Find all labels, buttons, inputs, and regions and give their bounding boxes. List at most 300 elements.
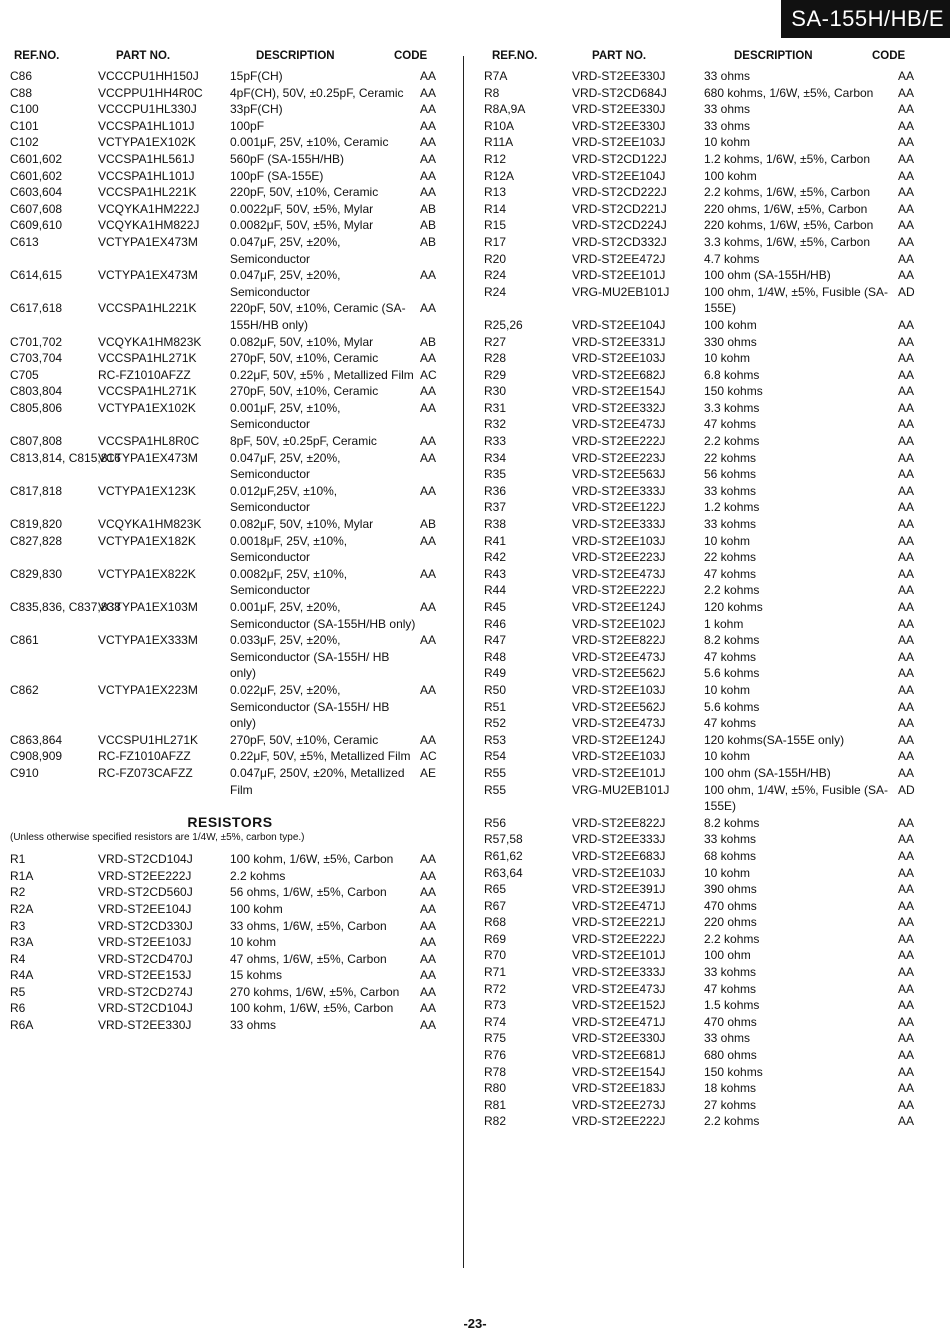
cell-part: VCCSPA1HL221K	[98, 185, 197, 200]
table-row	[10, 984, 450, 1001]
cell-description: 0.0082μF, 25V, ±10%, Semiconductor	[230, 566, 348, 598]
cell-description: 8pF, 50V, ±0.25pF, Ceramic	[230, 434, 377, 449]
cell-code: AA	[898, 633, 915, 648]
cell-description: 680 ohms	[704, 1048, 757, 1063]
cell-part: VRD-ST2EE682J	[572, 367, 666, 382]
cell-part: VCCPPU1HH4R0C	[98, 85, 203, 100]
table-row	[10, 1000, 450, 1017]
cell-code: AA	[898, 1114, 915, 1129]
cell-part: VRD-ST2EE103J	[572, 351, 666, 366]
table-row	[484, 898, 924, 915]
cell-description: 100 kohm, 1/6W, ±5%, Carbon	[230, 1001, 394, 1016]
cell-ref: R12	[484, 151, 507, 166]
table-row	[484, 151, 924, 168]
table-row	[10, 68, 450, 85]
cell-code: AA	[898, 1081, 915, 1096]
cell-ref: R27	[484, 334, 507, 349]
cell-code: AB	[420, 334, 437, 349]
cell-ref: R70	[484, 948, 507, 963]
cell-description: 22 kohms	[704, 450, 757, 465]
cell-part: VRD-ST2EE473J	[572, 417, 666, 432]
header-description: DESCRIPTION	[734, 50, 813, 62]
cell-part: VRD-ST2EE223J	[572, 550, 666, 565]
cell-code: AA	[420, 151, 437, 166]
cell-description: 0.082μF, 50V, ±10%, Mylar	[230, 517, 374, 532]
table-row	[10, 400, 450, 433]
cell-part: VRD-ST2EE104J	[98, 901, 192, 916]
cell-ref: R82	[484, 1114, 507, 1129]
cell-part: RC-FZ1010AFZZ	[98, 367, 191, 382]
cell-part: VCTYPA1EX822K	[98, 566, 196, 581]
cell-ref: R10A	[484, 118, 515, 133]
cell-code: AB	[420, 517, 437, 532]
table-row	[484, 499, 924, 516]
cell-part: VCCSPA1HL221K	[98, 301, 197, 316]
cell-description: 1 kohm	[704, 616, 744, 631]
cell-ref: R1	[10, 852, 26, 867]
cell-part: VRD-ST2EE103J	[572, 135, 666, 150]
table-row	[10, 151, 450, 168]
table-row	[484, 201, 924, 218]
cell-part: VRD-ST2EE472J	[572, 251, 666, 266]
cell-part: VRD-ST2EE331J	[572, 334, 666, 349]
cell-code: AA	[898, 1048, 915, 1063]
cell-description: 33 ohms	[704, 102, 751, 117]
cell-part: VRD-ST2EE102J	[572, 616, 666, 631]
cell-code: AA	[420, 168, 437, 183]
cell-code: AA	[420, 185, 437, 200]
cell-code: AA	[420, 901, 437, 916]
cell-description: 22 kohms	[704, 550, 757, 565]
table-row	[484, 682, 924, 699]
table-row	[484, 101, 924, 118]
cell-ref: R25,26	[484, 317, 523, 332]
table-row	[484, 831, 924, 848]
cell-ref: R42	[484, 550, 507, 565]
cell-code: AA	[420, 682, 437, 697]
cell-ref: R2	[10, 885, 26, 900]
cell-code: AA	[898, 716, 915, 731]
left-column	[10, 44, 450, 1034]
cell-description: 390 ohms	[704, 882, 757, 897]
cell-description: 10 kohm	[230, 935, 277, 950]
cell-part: VRD-ST2EE103J	[572, 682, 666, 697]
table-row	[484, 367, 924, 384]
cell-description: 100 ohm (SA-155H/HB)	[704, 765, 831, 780]
table-row	[10, 217, 450, 234]
cell-code: AC	[420, 367, 437, 382]
table-row	[484, 599, 924, 616]
cell-code: AA	[898, 417, 915, 432]
cell-description: 0.22μF, 50V, ±5% , Metallized Film	[230, 367, 414, 382]
table-row	[484, 416, 924, 433]
table-row	[10, 118, 450, 135]
cell-code: AA	[898, 367, 915, 382]
cell-part: VCTYPA1EX103M	[98, 600, 198, 614]
table-row	[484, 516, 924, 533]
cell-code: AA	[898, 981, 915, 996]
table-row	[484, 450, 924, 467]
table-row	[484, 168, 924, 185]
table-row	[484, 632, 924, 649]
cell-part: VRD-ST2EE681J	[572, 1048, 666, 1063]
cell-description: 0.082μF, 50V, ±10%, Mylar	[230, 334, 374, 349]
cell-description: 0.033μF, 25V, ±20%, Semiconductor (SA-155H/ HB only)	[230, 633, 390, 681]
cell-code: AA	[898, 218, 915, 233]
right-column	[484, 44, 924, 1130]
cell-code: AA	[420, 268, 437, 283]
cell-ref: R53	[484, 732, 507, 747]
cell-part: VRD-ST2EE330J	[572, 1031, 666, 1046]
cell-code: AA	[898, 882, 915, 897]
cell-part: VCCSPA1HL8R0C	[98, 434, 200, 449]
cell-ref: R4A	[10, 968, 34, 983]
cell-ref: R45	[484, 600, 507, 614]
cell-part: VRD-ST2CD104J	[98, 852, 193, 867]
cell-part: RC-FZ073CAFZZ	[98, 765, 193, 780]
cell-code: AA	[420, 984, 437, 999]
cell-part: VCQYKA1HM222J	[98, 201, 200, 216]
cell-part: VRD-ST2EE101J	[572, 268, 666, 283]
cell-code: AA	[898, 865, 915, 880]
cell-code: AA	[898, 965, 915, 980]
cell-code: AA	[420, 118, 437, 133]
resistors-note: (Unless otherwise specified resistors are 1/4W, ±5%, carbon type.)	[10, 832, 305, 844]
cell-ref: R12A	[484, 168, 515, 183]
cell-description: 0.047μF, 25V, ±20%, Semiconductor	[230, 268, 341, 299]
model-title: SA-155H/HB/E	[781, 0, 950, 38]
cell-ref: R1A	[10, 868, 34, 883]
cell-description: 0.047μF, 250V, ±20%, Metallized Film	[230, 765, 405, 797]
cell-description: 47 kohms	[704, 566, 757, 581]
cell-part: VRD-ST2EE473J	[572, 716, 666, 731]
cell-code: AA	[898, 517, 915, 532]
cell-code: AA	[420, 935, 437, 950]
cell-part: VRD-ST2EE104J	[572, 317, 666, 332]
cell-description: 150 kohms	[704, 1064, 763, 1079]
cell-description: 47 kohms	[704, 649, 757, 664]
cell-description: 270pF, 50V, ±10%, Ceramic	[230, 384, 379, 399]
cell-ref: R11A	[484, 135, 514, 150]
table-row	[484, 1064, 924, 1081]
cell-part: VRD-ST2EE103J	[572, 749, 666, 764]
table-row	[10, 632, 450, 682]
table-row	[10, 748, 450, 765]
table-row	[484, 665, 924, 682]
cell-code: AA	[898, 682, 915, 697]
cell-ref: R52	[484, 716, 507, 731]
cell-ref: C805,806	[10, 400, 63, 415]
cell-code: AB	[420, 234, 437, 249]
cell-ref: R68	[484, 915, 507, 930]
table-row	[10, 433, 450, 450]
cell-ref: R36	[484, 483, 507, 498]
cell-part: VRD-ST2CD122J	[572, 151, 667, 166]
cell-ref: R7A	[484, 69, 508, 83]
capacitor-list	[10, 68, 450, 798]
table-header	[484, 44, 924, 66]
cell-part: VRD-ST2CD330J	[98, 918, 193, 933]
cell-description: 0.0018μF, 25V, ±10%, Semiconductor	[230, 533, 348, 565]
cell-description: 3.3 kohms	[704, 400, 760, 415]
table-row	[10, 732, 450, 749]
table-row	[10, 184, 450, 201]
table-row	[484, 699, 924, 716]
cell-part: VRD-ST2EE471J	[572, 1014, 666, 1029]
cell-part: VRD-ST2EE222J	[572, 1114, 666, 1129]
cell-ref: C607,608	[10, 201, 63, 216]
cell-code: AA	[898, 69, 915, 83]
cell-description: 0.001μF, 25V, ±10%, Ceramic	[230, 135, 389, 150]
cell-description: 4pF(CH), 50V, ±0.25pF, Ceramic	[230, 85, 404, 100]
cell-part: VRD-ST2CD332J	[572, 234, 667, 249]
cell-code: AC	[420, 749, 437, 764]
table-row	[484, 1030, 924, 1047]
cell-ref: C601,602	[10, 168, 63, 183]
header-ref: REF.NO.	[14, 50, 60, 62]
cell-description: 6.8 kohms	[704, 367, 760, 382]
cell-description: 270pF, 50V, ±10%, Ceramic	[230, 351, 379, 366]
cell-ref: R71	[484, 965, 507, 980]
cell-part: VRD-ST2EE104J	[572, 168, 666, 183]
header-code: CODE	[394, 50, 428, 62]
table-row	[484, 715, 924, 732]
table-row	[10, 918, 450, 935]
cell-code: AA	[898, 317, 915, 332]
cell-code: AA	[420, 533, 437, 548]
cell-ref: C817,818	[10, 483, 63, 498]
table-row	[10, 599, 450, 632]
cell-part: VRD-ST2EE333J	[572, 483, 666, 498]
cell-part: VRD-ST2EE222J	[572, 931, 666, 946]
cell-part: VRD-ST2EE391J	[572, 882, 666, 897]
cell-ref: C601,602	[10, 151, 63, 166]
table-row	[484, 134, 924, 151]
cell-code: AA	[898, 168, 915, 183]
cell-ref: R24	[484, 268, 507, 283]
table-row	[484, 184, 924, 201]
cell-description: 0.001μF, 25V, ±20%, Semiconductor (SA-155H/HB only)	[230, 600, 416, 631]
cell-description: 33 ohms, 1/6W, ±5%, Carbon	[230, 918, 387, 933]
cell-code: AA	[898, 102, 915, 117]
cell-ref: C908,909	[10, 749, 63, 764]
cell-description: 560pF (SA-155H/HB)	[230, 151, 345, 166]
cell-ref: R34	[484, 450, 507, 465]
cell-part: VCTYPA1EX473M	[98, 450, 198, 465]
cell-description: 120 kohms	[704, 600, 763, 614]
cell-ref: C835,836, C837,838	[10, 600, 121, 614]
cell-code: AA	[420, 852, 437, 867]
cell-code: AA	[420, 301, 437, 316]
cell-code: AA	[420, 1001, 437, 1016]
cell-ref: R31	[484, 400, 507, 415]
cell-ref: R3	[10, 918, 26, 933]
cell-description: 2.2 kohms	[704, 931, 760, 946]
cell-description: 0.0082μF, 50V, ±5%, Mylar	[230, 218, 374, 233]
cell-part: RC-FZ1010AFZZ	[98, 749, 191, 764]
table-row	[10, 134, 450, 151]
header-part: PART NO.	[592, 50, 647, 62]
table-row	[10, 765, 450, 798]
cell-code: AA	[898, 351, 915, 366]
table-row	[484, 765, 924, 782]
table-row	[484, 383, 924, 400]
header-description: DESCRIPTION	[256, 50, 335, 62]
cell-code: AA	[898, 483, 915, 498]
cell-part: VRD-ST2EE333J	[572, 517, 666, 532]
cell-code: AA	[898, 500, 915, 515]
cell-part: VRD-ST2EE183J	[572, 1081, 666, 1096]
cell-description: 10 kohm	[704, 749, 751, 764]
cell-ref: R43	[484, 566, 507, 581]
table-row	[484, 964, 924, 981]
table-row	[484, 997, 924, 1014]
cell-code: AA	[898, 699, 915, 714]
cell-code: AA	[898, 434, 915, 449]
cell-description: 47 kohms	[704, 716, 757, 731]
table-row	[10, 201, 450, 218]
table-row	[484, 931, 924, 948]
cell-ref: R72	[484, 981, 507, 996]
table-row	[484, 881, 924, 898]
cell-code: AE	[420, 765, 437, 780]
cell-ref: R46	[484, 616, 507, 631]
table-row	[484, 433, 924, 450]
cell-ref: R14	[484, 201, 507, 216]
cell-part: VCCCPU1HH150J	[98, 69, 199, 83]
cell-code: AA	[420, 868, 437, 883]
cell-code: AA	[420, 918, 437, 933]
cell-code: AA	[898, 85, 915, 100]
table-row	[484, 815, 924, 832]
cell-description: 10 kohm	[704, 682, 751, 697]
cell-code: AA	[898, 135, 915, 150]
cell-description: 100 kohm, 1/6W, ±5%, Carbon	[230, 852, 394, 867]
cell-description: 8.2 kohms	[704, 815, 760, 830]
cell-part: VRD-ST2EE152J	[572, 998, 666, 1013]
cell-description: 68 kohms	[704, 848, 757, 863]
cell-description: 680 kohms, 1/6W, ±5%, Carbon	[704, 85, 874, 100]
table-row	[484, 616, 924, 633]
cell-code: AA	[898, 334, 915, 349]
cell-ref: C100	[10, 102, 39, 117]
cell-part: VCTYPA1EX223M	[98, 682, 198, 697]
cell-ref: R78	[484, 1064, 507, 1079]
cell-ref: C803,804	[10, 384, 63, 399]
cell-ref: C827,828	[10, 533, 63, 548]
cell-description: 47 kohms	[704, 417, 757, 432]
cell-code: AB	[420, 201, 437, 216]
cell-code: AA	[420, 400, 437, 415]
cell-description: 0.047μF, 25V, ±20%, Semiconductor	[230, 234, 341, 266]
cell-code: AA	[898, 400, 915, 415]
cell-part: VRD-ST2EE103J	[572, 865, 666, 880]
cell-part: VCTYPA1EX102K	[98, 135, 196, 150]
cell-ref: R2A	[10, 901, 34, 916]
table-row	[484, 947, 924, 964]
cell-part: VRD-ST2CD274J	[98, 984, 193, 999]
cell-part: VRD-ST2EE683J	[572, 848, 666, 863]
table-row	[484, 1047, 924, 1064]
cell-ref: R47	[484, 633, 507, 648]
cell-part: VRD-ST2EE330J	[572, 69, 666, 83]
cell-code: AA	[898, 384, 915, 399]
table-row	[484, 118, 924, 135]
cell-code: AA	[420, 450, 437, 465]
cell-description: 220pF, 50V, ±10%, Ceramic (SA-155H/HB only)	[230, 301, 406, 332]
cell-description: 100 kohm	[704, 317, 757, 332]
cell-ref: R33	[484, 434, 507, 449]
table-row	[10, 851, 450, 868]
cell-part: VCCSPA1HL271K	[98, 384, 197, 399]
cell-part: VRD-ST2EE154J	[572, 1064, 666, 1079]
cell-part: VRD-ST2EE221J	[572, 915, 666, 930]
cell-description: 5.6 kohms	[704, 699, 760, 714]
cell-description: 10 kohm	[704, 865, 751, 880]
cell-code: AB	[420, 218, 437, 233]
cell-code: AA	[898, 185, 915, 200]
table-row	[484, 217, 924, 234]
table-row	[484, 234, 924, 251]
cell-part: VCCSPA1HL101J	[98, 168, 195, 183]
column-divider	[463, 56, 464, 1268]
cell-description: 0.022μF, 25V, ±20%, Semiconductor (SA-155H/ HB only)	[230, 682, 390, 731]
cell-ref: C101	[10, 118, 39, 133]
table-row	[10, 101, 450, 118]
cell-description: 100 ohm, 1/4W, ±5%, Fusible (SA-155E)	[704, 284, 888, 316]
cell-part: VRD-ST2EE273J	[572, 1097, 666, 1112]
cell-description: 470 ohms	[704, 1014, 757, 1029]
table-row	[484, 649, 924, 666]
cell-description: 0.0022μF, 50V, ±5%, Mylar	[230, 201, 374, 216]
cell-part: VRD-ST2EE822J	[572, 633, 666, 648]
cell-code: AA	[898, 948, 915, 963]
page-number: -23-	[463, 1316, 487, 1331]
cell-part: VCTYPA1EX102K	[98, 400, 196, 415]
cell-part: VRD-ST2EE563J	[572, 467, 666, 482]
cell-part: VCCSPA1HL101J	[98, 118, 195, 133]
table-row	[484, 1014, 924, 1031]
cell-ref: R28	[484, 351, 507, 366]
cell-ref: R35	[484, 467, 507, 482]
cell-code: AA	[898, 533, 915, 548]
cell-code: AA	[420, 135, 437, 150]
cell-ref: R30	[484, 384, 507, 399]
table-row	[10, 350, 450, 367]
table-row	[484, 1097, 924, 1114]
cell-part: VRD-ST2CD470J	[98, 951, 193, 966]
cell-part: VRD-ST2EE101J	[572, 765, 666, 780]
cell-ref: R5	[10, 984, 26, 999]
table-row	[484, 483, 924, 500]
header-ref: REF.NO.	[492, 50, 538, 62]
table-row	[484, 914, 924, 931]
cell-description: 18 kohms	[704, 1081, 757, 1096]
cell-ref: C703,704	[10, 351, 63, 366]
cell-part: VRD-ST2CD560J	[98, 885, 193, 900]
cell-code: AD	[898, 782, 915, 797]
cell-code: AA	[420, 1018, 437, 1033]
cell-part: VCTYPA1EX473M	[98, 234, 198, 249]
cell-ref: R8	[484, 85, 500, 100]
cell-description: 120 kohms(SA-155E only)	[704, 732, 845, 747]
cell-code: AA	[898, 848, 915, 863]
cell-code: AA	[898, 583, 915, 598]
table-row	[484, 317, 924, 334]
cell-ref: R17	[484, 234, 507, 249]
cell-description: 330 ohms	[704, 334, 757, 349]
cell-code: AA	[420, 102, 437, 117]
